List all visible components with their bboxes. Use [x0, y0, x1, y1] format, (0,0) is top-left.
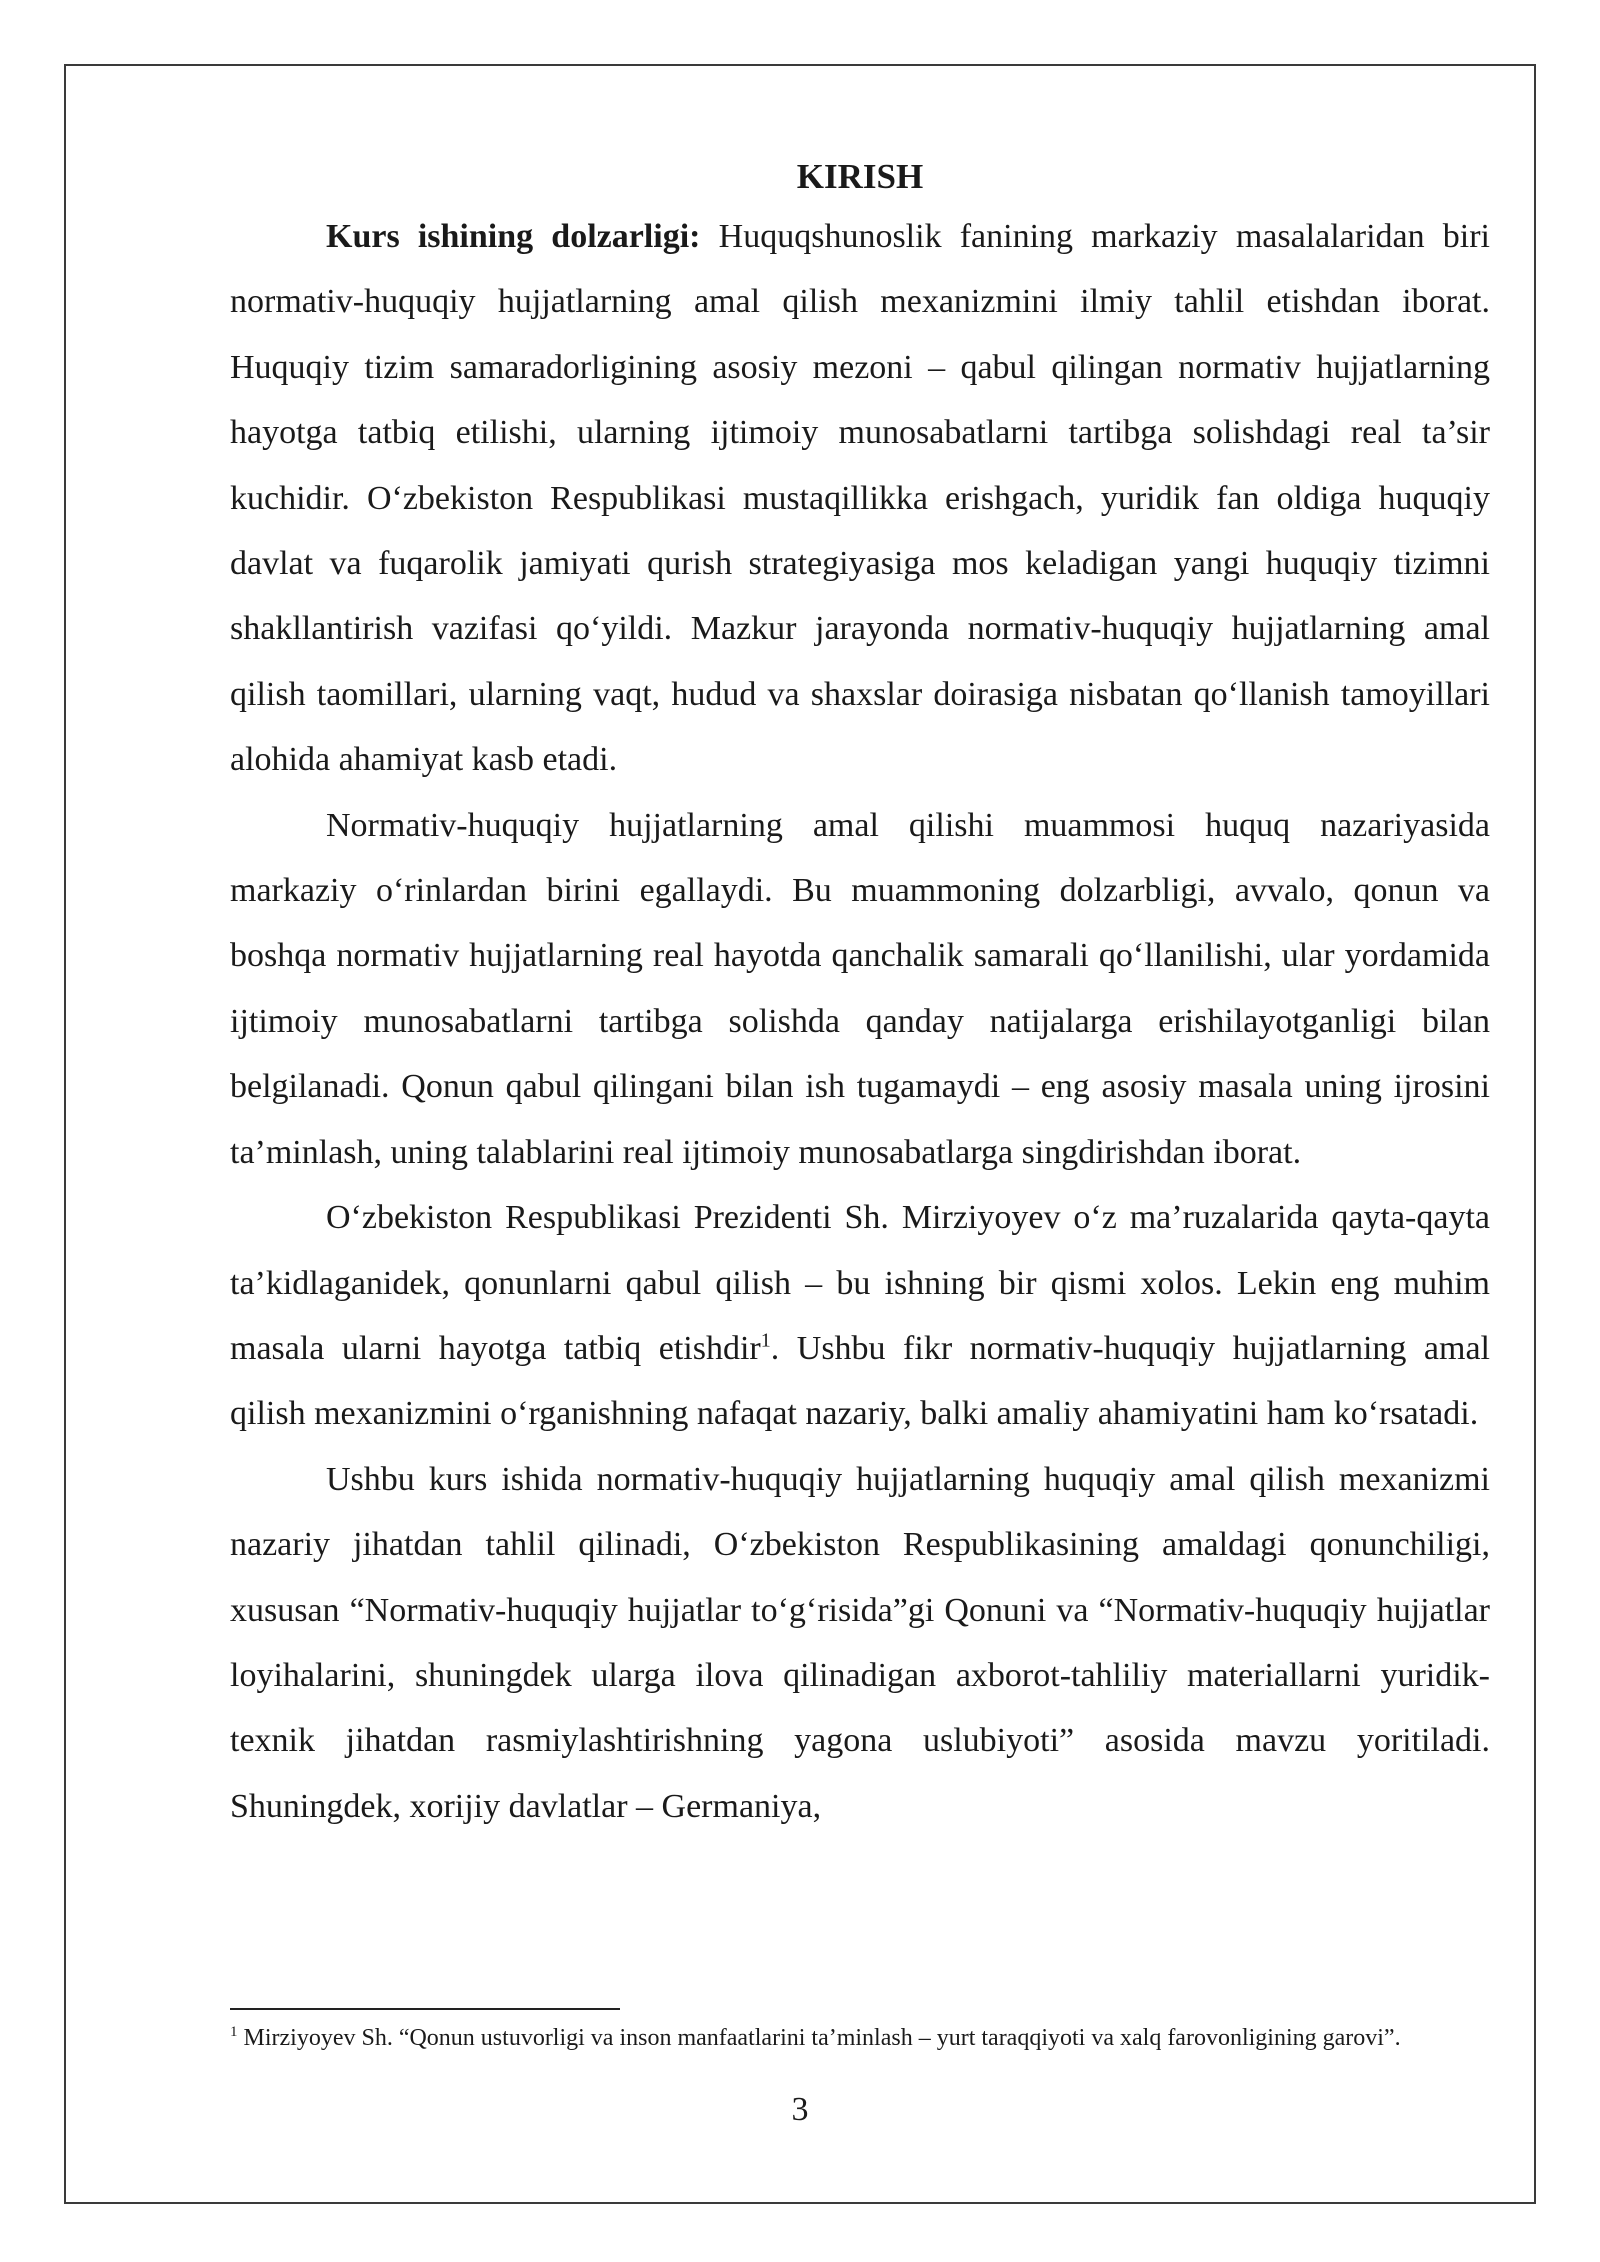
section-heading: KIRISH — [796, 157, 924, 196]
paragraph-lead: Kurs ishining dolzarligi: — [326, 218, 701, 255]
paragraph-president-quote — [230, 1185, 1490, 1447]
paragraph-text-before: O‘zbekiston Respublikasi Prezidenti Sh. Mirziyoyev o‘z ma’ruzalarida qayta-qayta ta’kidlaganidek, qonunlarni qabul qilish – bu ishning bir qismi xolos. Lekin eng muhim masala ularni hayotga tatbiq etishdir — [230, 1199, 1490, 1367]
footnote-text: Mirziyoyev Sh. “Qonun ustuvorligi va inson manfaatlarini ta’minlash – yurt taraqqiyoti va xalq farovonligining garovi”. — [237, 2025, 1401, 2051]
paragraph-text: Huquqshunoslik fanining markaziy masalalaridan biri normativ-huquqiy hujjatlarning amal qilish mexanizmini ilmiy tahlil etishdan iborat. Huquqiy tizim samaradorligining asosiy mezoni – qabul qilingan normativ hujjatlarning hayotga tatbiq etilishi, ularning ijtimoiy munosabatlarni tartibga solishdagi real ta’sir kuchidir. O‘zbekiston Respublikasi mustaqillikka erishgach, yuridik fan oldiga huquqiy davlat va fuqarolik jamiyati qurish strategiyasiga mos keladigan yangi huquqiy tizimni shakllantirish vazifasi qo‘yildi. Mazkur jarayonda normativ-huquqiy hujjatlarning amal qilish taomillari, ularning vaqt, hudud va shaxslar doirasiga nisbatan qo‘llanish tamoyillari alohida ahamiyat kasb etadi. — [230, 218, 1490, 779]
paragraph-relevance — [230, 204, 1490, 793]
paragraph-text: Normativ-huquqiy hujjatlarning amal qilishi muammosi huquq nazariyasida markaziy o‘rinlardan birini egallaydi. Bu muammoning dolzarbligi, avvalo, qonun va boshqa normativ hujjatlarning real hayotda qanchalik samarali qo‘llanilishi, ular yordamida ijtimoiy munosabatlarni tartibga solishda qanday natijalarga erishilayotganligi bilan belgilanadi. Qonun qabul qilingani bilan ish tugamaydi – eng asosiy masala uning ijrosini ta’minlash, uning talablarini real ijtimoiy munosabatlarga singdirishdan iborat. — [230, 806, 1490, 1171]
footnote — [230, 2024, 1490, 2053]
paragraph-problem — [230, 793, 1490, 1185]
footnote-separator — [230, 2008, 620, 2010]
paragraph-scope — [230, 1447, 1490, 1839]
paragraph-text-after: . Ushbu fikr normativ-huquqiy hujjatlarning amal qilish mexanizmini o‘rganishning nafaqat nazariy, balki amaliy ahamiyatini ham ko‘rsatadi. — [230, 1329, 1490, 1433]
document-body — [230, 150, 1490, 1839]
footnote-number: 1 — [230, 2024, 238, 2040]
footnote-reference[interactable]: 1 — [760, 1329, 771, 1352]
page-number: 3 — [791, 2091, 809, 2128]
paragraph-text: Ushbu kurs ishida normativ-huquqiy hujjatlarning huquqiy amal qilish mexanizmi nazariy jihatdan tahlil qilinadi, O‘zbekiston Respublikasining amaldagi qonunchiligi, xususan “Normativ-huquqiy hujjatlar to‘g‘risida”gi Qonuni va “Normativ-huquqiy hujjatlar loyihalarini, shuningdek ularga ilova qilinadigan axborot-tahliliy materiallarni yuridik-texnik jihatdan rasmiylashtirishning yagona uslubiyoti” asosida mavzu yoritiladi. Shuningdek, xorijiy davlatlar – Germaniya, — [230, 1460, 1490, 1825]
